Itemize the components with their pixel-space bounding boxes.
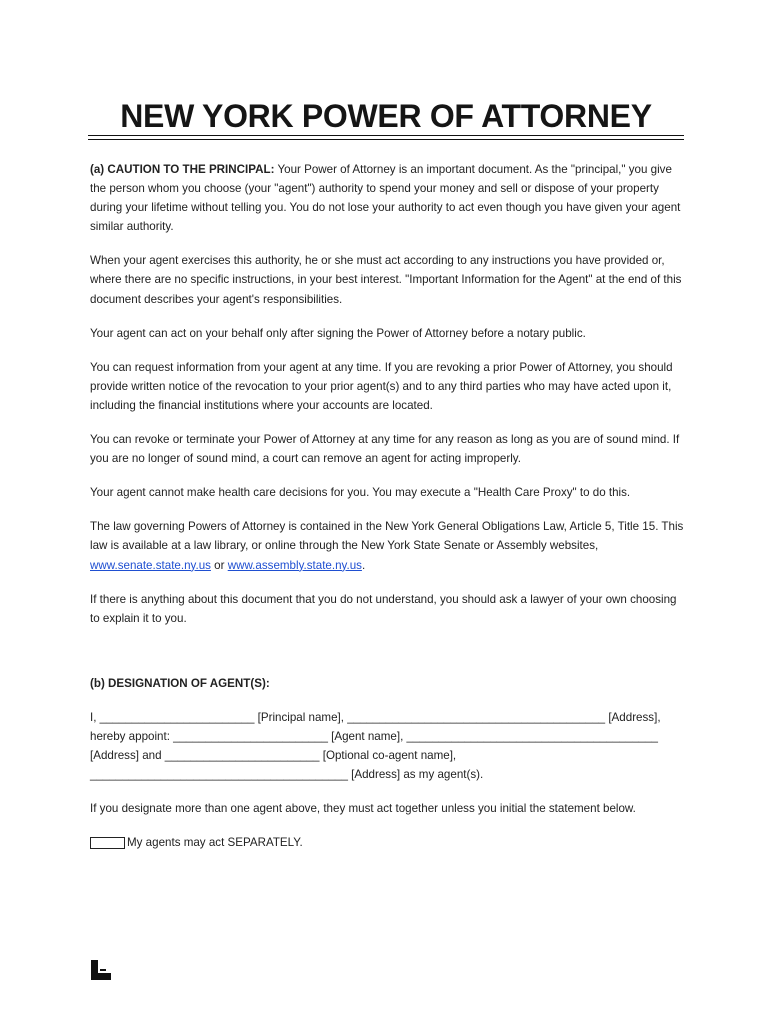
title-block — [88, 96, 684, 136]
governing-law-end: . — [361, 558, 366, 572]
designation-paragraph: I, ________________________ [Principal name], ________________________________________ [Address], hereby appoint: ________________________ [Agent name], _______________________________________ [Address] and ________________________ [Optional co-agent name], ________________________________________ [Address] as my agent(s). — [90, 710, 661, 782]
title-underline-top — [88, 135, 684, 136]
section-b-heading — [90, 674, 684, 693]
health-care-paragraph: Your agent cannot make health care decisions for you. You may execute a "Health Care Proxy" to do this. — [90, 486, 631, 500]
senate-link[interactable]: www.senate.state.ny.us — [90, 558, 211, 572]
multiple-agents-paragraph: If you designate more than one agent above, they must act together unless you initial the statement below. — [90, 802, 636, 816]
section-spacer — [90, 643, 684, 674]
caution-paragraph — [90, 160, 684, 236]
section-a-label: (a) CAUTION TO THE PRINCIPAL: — [90, 163, 275, 176]
title-underline-bottom — [88, 139, 684, 140]
separately-option — [90, 833, 684, 852]
document-body — [90, 160, 684, 852]
governing-law-text: The law governing Powers of Attorney is contained in the New York General Obligations Law, Article 5, Title 15. This law is available at a law library, or online through the New York State Senate or Assembly websites, — [90, 520, 684, 553]
separately-label: My agents may act SEPARATELY. — [127, 836, 303, 850]
section-b-label: (b) DESIGNATION OF AGENT(S): — [90, 676, 270, 690]
revocation-notice-paragraph: You can request information from your agent at any time. If you are revoking a prior Power of Attorney, you should provide written notice of the revocation to your prior agent(s) and to any third parties who may have acted upon it, including the financial institutions where your accounts are located. — [90, 360, 673, 412]
revoke-terminate-paragraph: You can revoke or terminate your Power of Attorney at any time for any reason as long as you are of sound mind. If you are no longer of sound mind, a court can remove an agent for acting improperly. — [90, 433, 680, 466]
document-title: NEW YORK POWER OF ATTORNEY — [120, 98, 652, 134]
governing-law-paragraph — [90, 517, 684, 574]
agent-authority-paragraph: When your agent exercises this authority, he or she must act according to any instructions you have provided or, where there are no specific instructions, in your best interest. "Important Information for the Agent" at the end of this document describes your agent's responsibilities. — [90, 254, 682, 306]
caution-text: Your Power of Attorney is an important document. As the "principal," you give the person whom you choose (your "agent") authority to spend your money and sell or dispose of your property during your lifetime without telling you. You do not lose your authority to act even though you have given your agent similar authority. — [90, 163, 681, 234]
initial-box[interactable] — [90, 837, 125, 849]
assembly-link[interactable]: www.assembly.state.ny.us — [227, 558, 362, 572]
lawyer-advice-paragraph: If there is anything about this document that you do not understand, you should ask a lawyer of your own choosing to explain it to you. — [90, 592, 677, 625]
notary-paragraph: Your agent can act on your behalf only after signing the Power of Attorney before a notary public. — [90, 326, 586, 340]
governing-law-or: or — [210, 558, 228, 572]
brand-logo-icon — [91, 960, 111, 980]
